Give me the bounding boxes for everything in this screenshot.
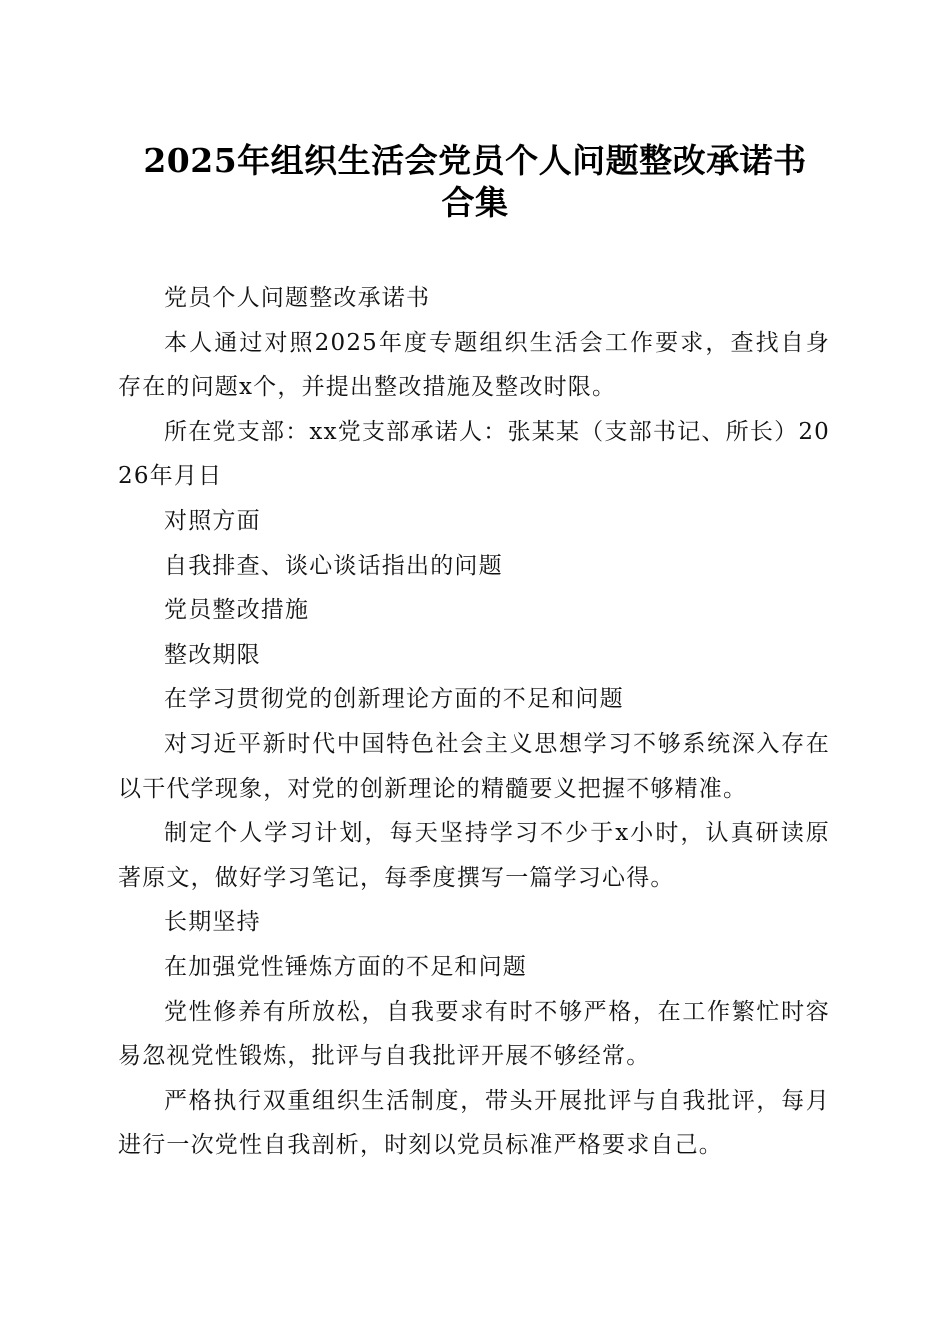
document-title bbox=[100, 140, 850, 224]
paragraph-heading: 党员个人问题整改承诺书 bbox=[164, 285, 431, 311]
paragraph-aspect-1: 在学习贯彻党的创新理论方面的不足和问题 bbox=[164, 686, 624, 713]
paragraph-measure-1: 制定个人学习计划，每天坚持学习不少于x小时，认真研读原著原文，做好学习笔记，每季度撰写一篇学习心得。 bbox=[118, 820, 830, 891]
paragraph-branch-info: 所在党支部：xx党支部承诺人：张某某（支部书记、所长）2026年月日 bbox=[118, 418, 830, 490]
paragraph-problem-label: 自我排查、谈心谈话指出的问题 bbox=[164, 552, 503, 579]
document-body bbox=[118, 276, 830, 1168]
paragraph-aspect-label: 对照方面 bbox=[164, 507, 261, 534]
paragraph-aspect-2: 在加强党性锤炼方面的不足和问题 bbox=[164, 953, 527, 980]
paragraph-measures-label: 党员整改措施 bbox=[164, 597, 310, 624]
title-line-1: 2025年组织生活会党员个人问题整改承诺书 bbox=[143, 141, 807, 180]
paragraph-measure-2: 严格执行双重组织生活制度，带头开展批评与自我批评，每月进行一次党性自我剖析，时刻以党员标准严格要求自己。 bbox=[118, 1087, 830, 1159]
paragraph-intro: 本人通过对照2025年度专题组织生活会工作要求，查找自身存在的问题x个，并提出整改措施及整改时限。 bbox=[118, 329, 830, 401]
title-line-2: 合集 bbox=[441, 183, 509, 222]
paragraph-problem-1: 对习近平新时代中国特色社会主义思想学习不够系统深入存在以干代学现象，对党的创新理论的精髓要义把握不够精准。 bbox=[118, 730, 830, 802]
paragraph-deadline-1: 长期坚持 bbox=[164, 909, 261, 936]
paragraph-problem-2: 党性修养有所放松，自我要求有时不够严格，在工作繁忙时容易忽视党性锻炼，批评与自我批评开展不够经常。 bbox=[118, 998, 830, 1070]
paragraph-deadline-label: 整改期限 bbox=[164, 641, 261, 668]
